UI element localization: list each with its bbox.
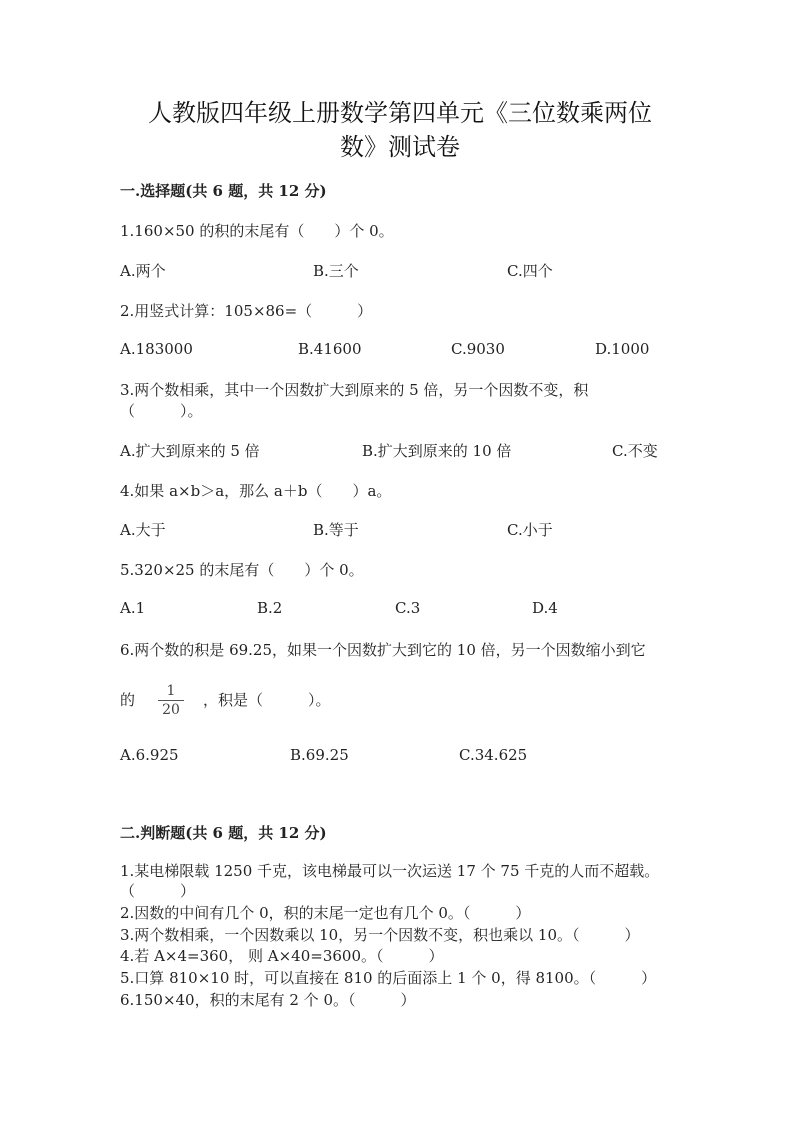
question-5-option-a: A.1 bbox=[120, 599, 146, 617]
fraction-numerator: 1 bbox=[166, 683, 176, 699]
judgement-item-4: 4.若 A×4=360， 则 A×40=3600。（ ） bbox=[120, 947, 444, 965]
question-6-option-a: A.6.925 bbox=[120, 746, 179, 764]
question-5-option-d: D.4 bbox=[532, 599, 558, 617]
question-3-option-c: C.不变 bbox=[612, 442, 658, 460]
question-4-stem: 4.如果 a×b＞a，那么 a＋b（ ）a。 bbox=[120, 482, 392, 500]
question-3-option-b: B.扩大到原来的 10 倍 bbox=[362, 442, 512, 460]
judgement-item-5: 5.口算 810×10 时，可以直接在 810 的后面添上 1 个 0，得 8100。（ ） bbox=[120, 969, 657, 987]
judgement-item-2: 2.因数的中间有几个 0，积的末尾一定也有几个 0。（ ） bbox=[120, 904, 531, 922]
judgement-item-1: 1.某电梯限载 1250 千克，该电梯最可以一次运送 17 个 75 千克的人而不超载。 bbox=[120, 862, 660, 880]
fraction-one-twentieth bbox=[158, 683, 184, 718]
question-2-option-b: B.41600 bbox=[298, 340, 362, 358]
question-2-option-a: A.183000 bbox=[120, 340, 193, 358]
section-heading-true-false: 二.判断题(共 6 题，共 12 分) bbox=[120, 824, 327, 842]
page-title-line-1: 人教版四年级上册数学第四单元《三位数乘两位 bbox=[148, 99, 652, 127]
judgement-item-3: 3.两个数相乘，一个因数乘以 10，另一个因数不变，积也乘以 10。（ ） bbox=[120, 926, 640, 944]
question-6-stem-prefix: 的 bbox=[120, 691, 136, 709]
question-6-stem-suffix: ，积是（ ）。 bbox=[203, 691, 331, 709]
question-6-option-c: C.34.625 bbox=[459, 746, 528, 764]
question-6-stem-line-1: 6.两个数的积是 69.25，如果一个因数扩大到它的 10 倍，另一个因数缩小到它 bbox=[120, 641, 646, 659]
question-4-option-c: C.小于 bbox=[507, 521, 553, 539]
question-5-option-b: B.2 bbox=[257, 599, 283, 617]
question-5-stem: 5.320×25 的末尾有（ ）个 0。 bbox=[120, 561, 364, 579]
question-4-option-a: A.大于 bbox=[120, 521, 166, 539]
question-4-option-b: B.等于 bbox=[313, 521, 359, 539]
question-6-option-b: B.69.25 bbox=[290, 746, 349, 764]
question-2-option-c: C.9030 bbox=[451, 340, 505, 358]
question-2-stem: 2.用竖式计算：105×86=（ ） bbox=[120, 302, 373, 320]
question-3-stem-line-2: （ ）。 bbox=[120, 402, 203, 420]
question-3-option-a: A.扩大到原来的 5 倍 bbox=[120, 442, 260, 460]
question-5-option-c: C.3 bbox=[395, 599, 421, 617]
question-1-option-a: A.两个 bbox=[120, 262, 166, 280]
judgement-item-1-blank: （ ） bbox=[120, 882, 196, 900]
judgement-item-6: 6.150×40，积的末尾有 2 个 0。（ ） bbox=[120, 991, 416, 1009]
question-2-option-d: D.1000 bbox=[595, 340, 650, 358]
page-title-line-2: 数》测试卷 bbox=[340, 133, 460, 161]
fraction-bar bbox=[158, 700, 184, 701]
question-3-stem-line-1: 3.两个数相乘，其中一个因数扩大到原来的 5 倍，另一个因数不变，积 bbox=[120, 381, 589, 399]
fraction-denominator: 20 bbox=[162, 702, 180, 718]
question-1-option-b: B.三个 bbox=[313, 262, 359, 280]
question-1-option-c: C.四个 bbox=[507, 262, 553, 280]
question-1-stem: 1.160×50 的积的末尾有（ ）个 0。 bbox=[120, 222, 394, 240]
section-heading-multiple-choice: 一.选择题(共 6 题，共 12 分) bbox=[120, 182, 327, 200]
